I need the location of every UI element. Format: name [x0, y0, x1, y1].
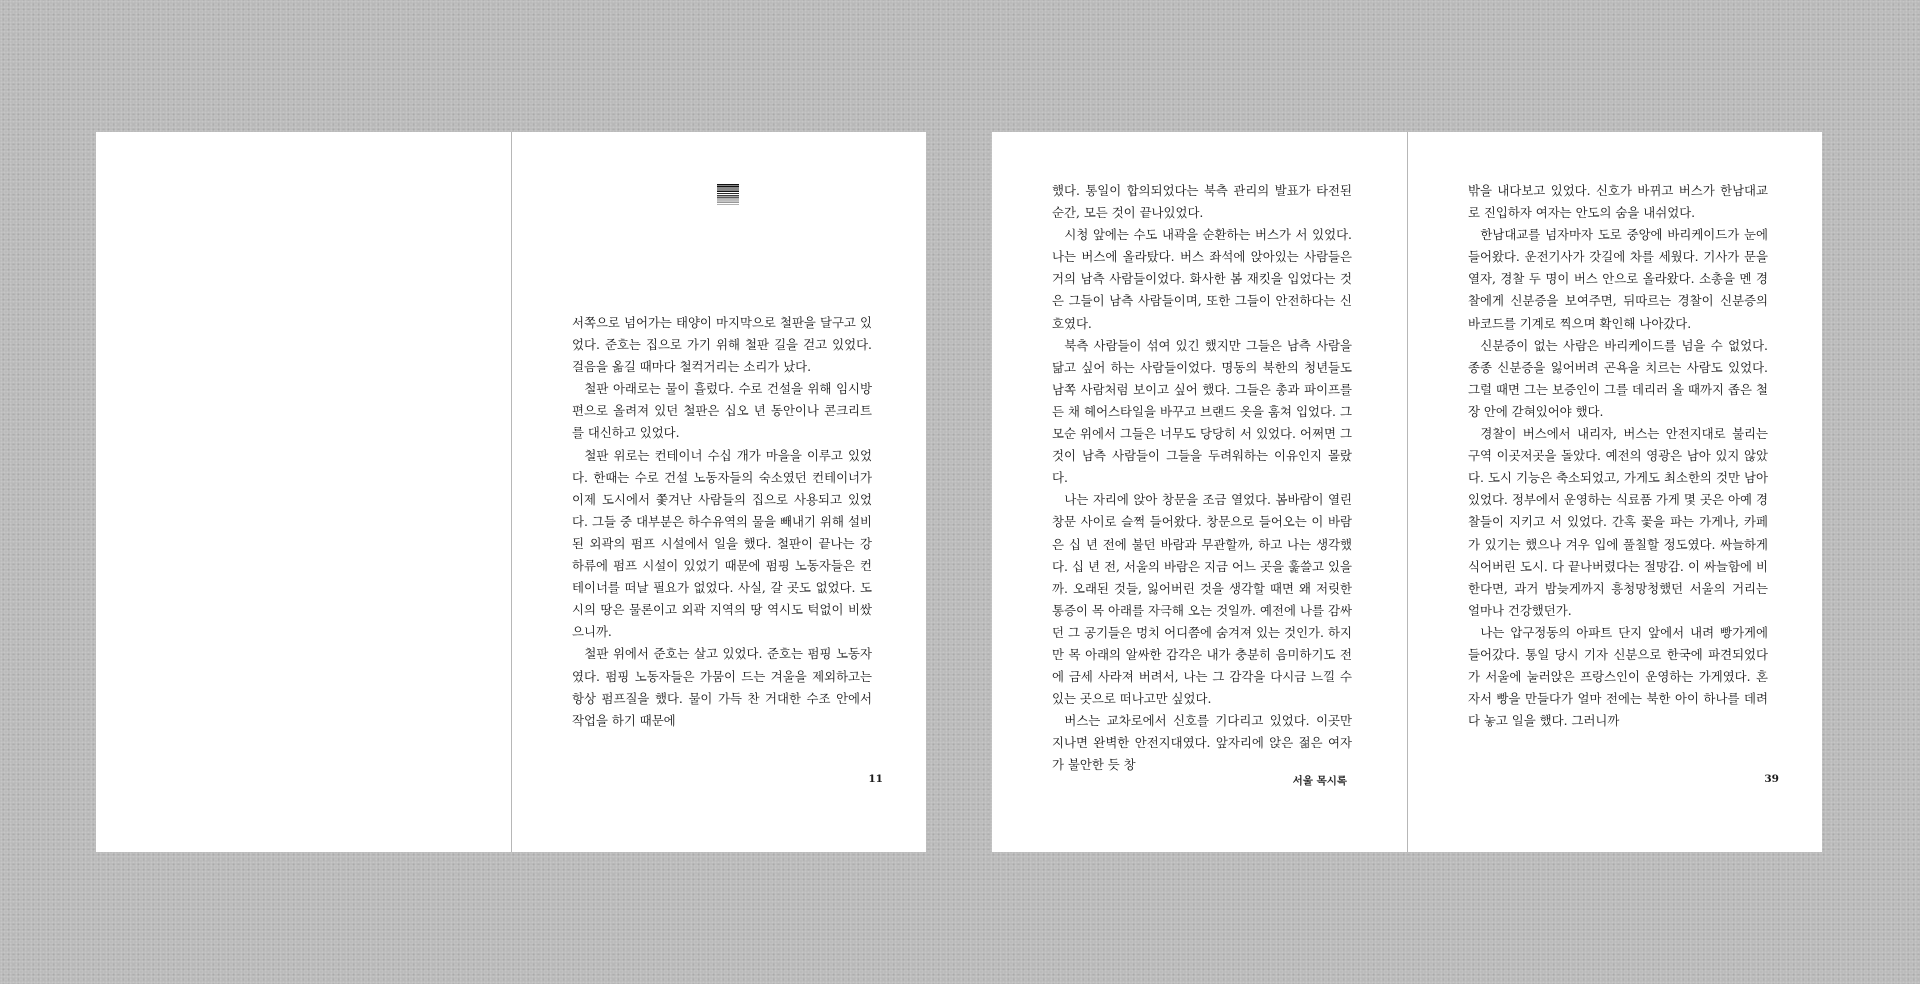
paragraph: 서쪽으로 넘어가는 태양이 마지막으로 철판을 달구고 있었다. 준호는 집으로 가기 위해 철판 길을 걷고 있었다. 걸음을 옮길 때마다 철컥거리는 소리가 났다.: [572, 315, 872, 375]
body-text: [1468, 180, 1768, 732]
chapter-opener-ornament: [717, 184, 739, 206]
page-39: [1407, 132, 1822, 852]
paragraph: 시청 앞에는 수도 내곽을 순환하는 버스가 서 있었다. 나는 버스에 올라탔다. 버스 좌석에 앉아있는 사람들은 거의 남측 사람들이었다. 화사한 봄 재킷을 입었다는 것은 그들이 남측 사람들이며, 또한 그들이 안전하다는 신호였다.: [1052, 227, 1352, 331]
paragraph: 버스는 교차로에서 신호를 기다리고 있었다. 이곳만 지나면 완벽한 안전지대였다. 앞자리에 앉은 젊은 여자가 불안한 듯 창: [1052, 713, 1352, 773]
page-38: [992, 132, 1407, 852]
paragraph: 밖을 내다보고 있었다. 신호가 바뀌고 버스가 한남대교로 진입하자 여자는 안도의 숨을 내쉬었다.: [1468, 183, 1768, 221]
page-11: [511, 132, 926, 852]
paragraph: 경찰이 버스에서 내리자, 버스는 안전지대로 불리는 구역 이곳저곳을 돌았다. 예전의 영광은 남아 있지 않았다. 도시 기능은 축소되었고, 가게도 최소한의 것만 남아 있었다. 정부에서 운영하는 식료품 가게 몇 곳은 아예 경찰들이 지키고 서 있었다. 간혹 꽃을 파는 가게나, 카페가 있기는 했으나 겨우 입에 풀칠할 정도였다. 싸늘하게 식어버린 도시. 다 끝나버렸다는 절망감. 이 싸늘함에 비한다면, 과거 밤늦게까지 흥청망청했던 서울의 거리는 얼마나 건강했던가.: [1468, 426, 1768, 618]
paragraph: 철판 아래로는 물이 흘렀다. 수로 건설을 위해 임시방편으로 올려져 있던 철판은 십오 년 동안이나 콘크리트를 대신하고 있었다.: [572, 381, 872, 441]
page-number: 11: [868, 773, 883, 785]
blank-page: [96, 132, 511, 852]
book-spread-left: [96, 132, 926, 852]
paragraph: 한남대교를 넘자마자 도로 중앙에 바리케이드가 눈에 들어왔다. 운전기사가 갓길에 차를 세웠다. 기사가 문을 열자, 경찰 두 명이 버스 안으로 올라왔다. 소총을 멘 경찰에게 신분증을 보여주면, 뒤따르는 경찰이 신분증의 바코드를 기계로 찍으며 확인해 나아갔다.: [1468, 227, 1768, 331]
paragraph: 철판 위에서 준호는 살고 있었다. 준호는 펌핑 노동자였다. 펌핑 노동자들은 가뭄이 드는 겨울을 제외하고는 항상 펌프질을 했다. 물이 가득 찬 거대한 수조 안에서 작업을 하기 때문에: [572, 646, 872, 728]
running-head: 서울 목시록: [1292, 775, 1347, 787]
paragraph: 나는 자리에 앉아 창문을 조금 열었다. 봄바람이 열린 창문 사이로 슬쩍 들어왔다. 창문으로 들어오는 이 바람은 십 년 전에 불던 바람과 무관할까, 하고 나는 생각했다. 십 년 전, 서울의 바람은 지금 어느 곳을 훑쓸고 있을까. 오래된 것들, 잃어버린 것을 생각할 때면 왜 저릿한 통증이 목 아래를 자극해 오는 것일까. 예전에 나를 감싸던 그 공기들은 멍치 어디쯤에 숨겨져 있는 것인가. 하지만 목 아래의 알싸한 감각은 내가 충분히 음미하기도 전에 금세 사라져 버려서, 나는 그 감각을 다시금 느낄 수 있는 곳으로 떠나고만 싶었다.: [1052, 492, 1352, 707]
paragraph: 나는 압구정동의 아파트 단지 앞에서 내려 빵가게에 들어갔다. 통일 당시 기자 신분으로 한국에 파견되었다가 서울에 눌러앉은 프랑스인이 운영하는 가게였다. 혼자서 빵을 만들다가 얼마 전에는 북한 아이 하나를 데려다 놓고 일을 했다. 그러니까: [1468, 624, 1768, 729]
paragraph: 신분증이 없는 사람은 바리케이드를 넘을 수 없었다. 종종 신분증을 잃어버려 곤욕을 치르는 사람도 있었다. 그럴 때면 그는 보증인이 그를 데리러 올 때까지 좁은 철장 안에 갇혀있어야 했다.: [1468, 337, 1768, 419]
body-text: [1052, 180, 1352, 777]
body-text: [572, 312, 872, 732]
paragraph: 철판 위로는 컨테이너 수십 개가 마을을 이루고 있었다. 한때는 수로 건설 노동자들의 숙소였던 컨테이너가 이제 도시에서 쫓겨난 사람들의 집으로 사용되고 있었다. 그들 중 대부분은 하수유역의 물을 빼내기 위해 설비된 외곽의 펌프 시설에서 일을 했다. 철판이 끝나는 강 하류에 펌프 시설이 있었기 때문에 펌핑 노동자들은 컨테이너를 떠날 필요가 없었다. 사실, 갈 곳도 없었다. 도시의 땅은 물론이고 외곽 지역의 땅 역시도 턱없이 비쌌으니까.: [572, 447, 872, 640]
paragraph: 북측 사람들이 섞여 있긴 했지만 그들은 남측 사람을 닮고 싶어 하는 사람들이었다. 명동의 북한의 청년들도 남쪽 사람처럼 보이고 싶어 했다. 그들은 총과 파이프를 든 채 헤어스타일을 바꾸고 브랜드 옷을 훔쳐 입었다. 그 모순 위에서 그들은 너무도 당당히 서 있었다. 어쩌면 그것이 남측 사람들이 그들을 두려워하는 이유인지 몰랐다.: [1052, 337, 1352, 486]
book-spread-right: [992, 132, 1822, 852]
paragraph: 했다. 통일이 합의되었다는 북측 관리의 발표가 타전된 순간, 모든 것이 끝나있었다.: [1052, 183, 1352, 221]
page-number: 39: [1764, 773, 1779, 785]
